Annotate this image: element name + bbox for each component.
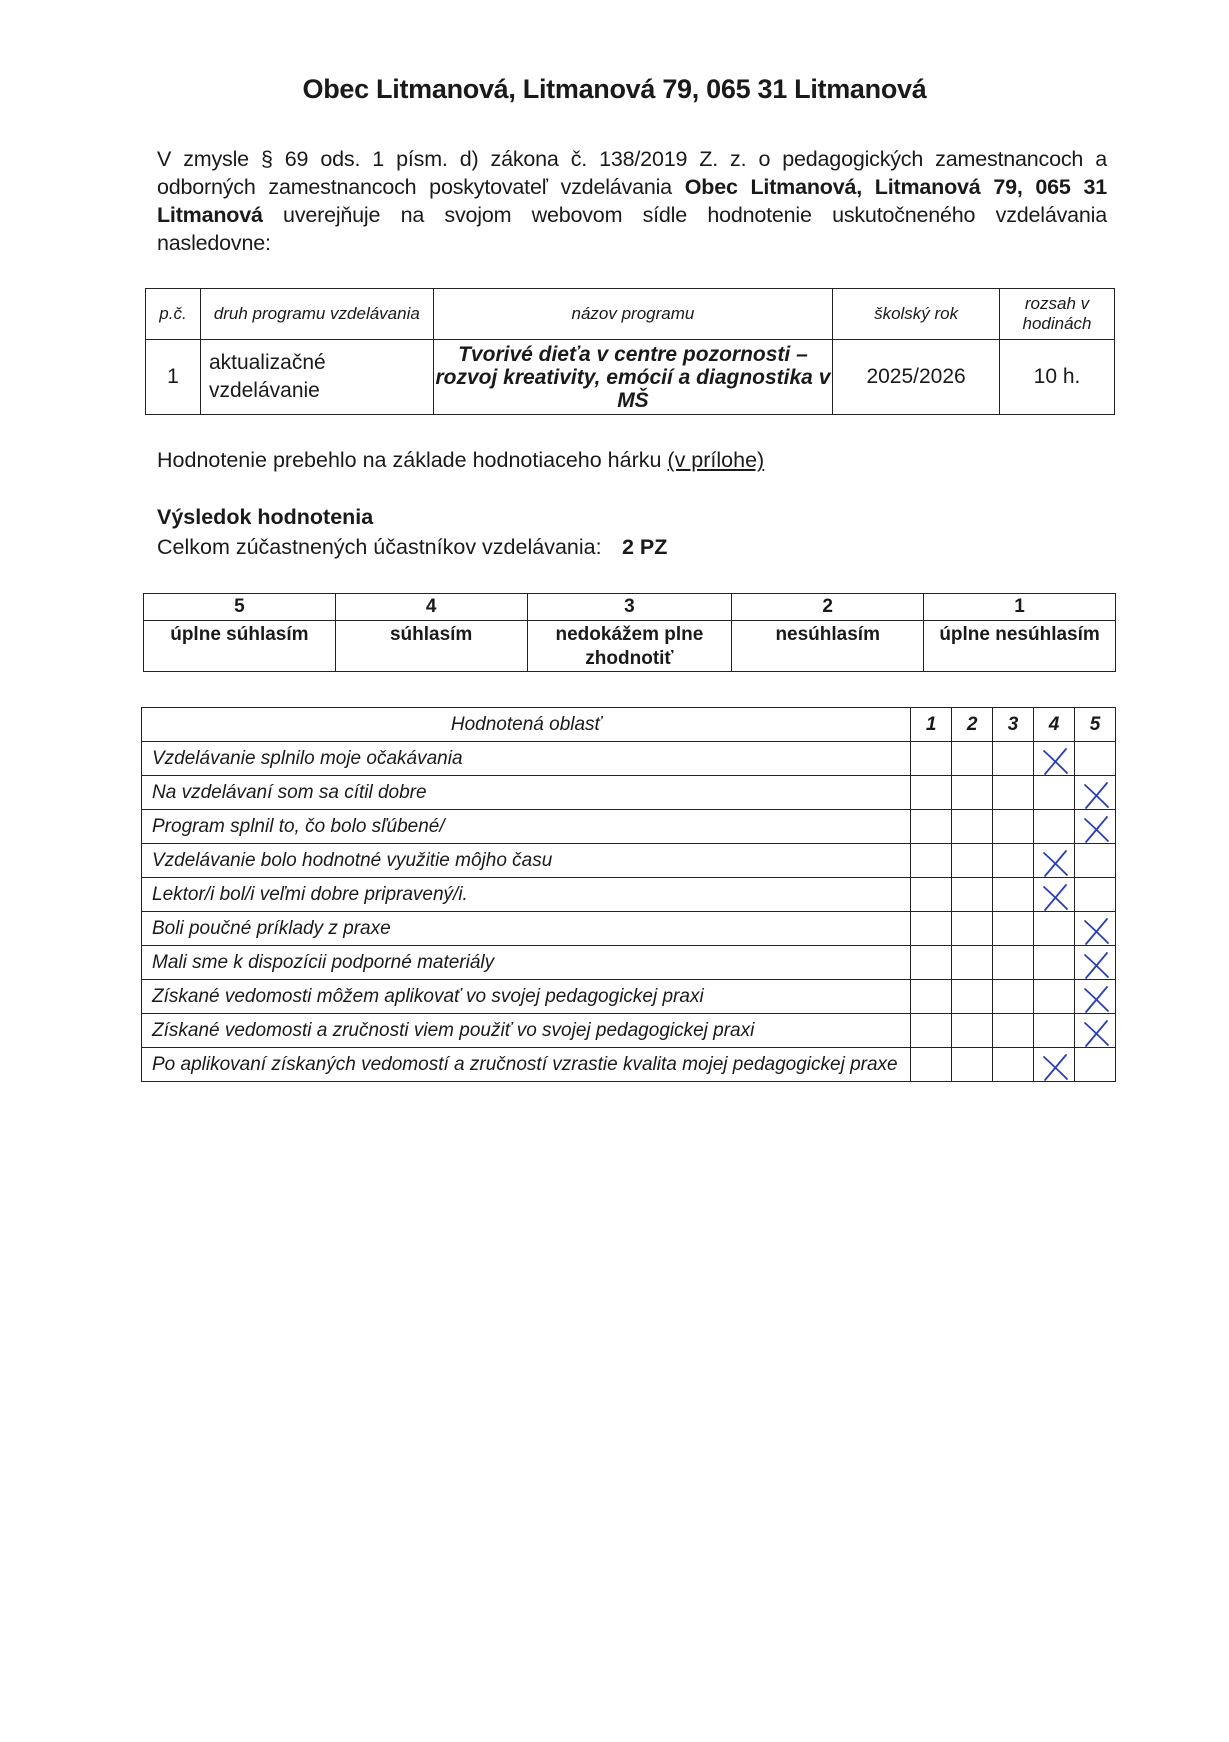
evaluation-note-text: Hodnotenie prebehlo na základe hodnotiaceho hárku — [157, 448, 668, 472]
rating-cell[interactable] — [952, 844, 993, 878]
evaluation-area-text: Na vzdelávaní som sa cítil dobre — [142, 776, 911, 810]
cross-mark-icon — [1081, 984, 1111, 1014]
scale-label: súhlasím — [335, 621, 527, 672]
evaluation-column-header: 5 — [1074, 708, 1115, 742]
participants-value: 2 PZ — [622, 535, 668, 559]
rating-cell[interactable] — [1034, 912, 1075, 946]
scale-labels-row — [144, 621, 1116, 672]
rating-cell[interactable] — [1034, 980, 1075, 1014]
header-rozsah: rozsah v hodinách — [1000, 289, 1115, 340]
rating-cell[interactable] — [952, 776, 993, 810]
rating-cell[interactable] — [993, 980, 1034, 1014]
scale-label: úplne súhlasím — [144, 621, 336, 672]
rating-cell[interactable] — [952, 980, 993, 1014]
scale-value: 2 — [732, 594, 924, 621]
rating-cell[interactable] — [911, 878, 952, 912]
rating-cell[interactable] — [993, 878, 1034, 912]
cell-rok: 2025/2026 — [833, 340, 1000, 415]
rating-cell[interactable] — [1034, 878, 1075, 912]
evaluation-column-header: 4 — [1034, 708, 1075, 742]
evaluation-column-header: 1 — [911, 708, 952, 742]
cross-mark-icon — [1081, 814, 1111, 844]
rating-cell[interactable] — [911, 742, 952, 776]
program-table-header — [146, 289, 1115, 340]
rating-cell[interactable] — [1074, 776, 1115, 810]
rating-cell[interactable] — [952, 1048, 993, 1082]
evaluation-row — [142, 844, 1116, 878]
scale-value: 5 — [144, 594, 336, 621]
cross-mark-icon — [1040, 882, 1070, 912]
header-rok: školský rok — [833, 289, 1000, 340]
rating-cell[interactable] — [1074, 844, 1115, 878]
scale-values-row — [144, 594, 1116, 621]
cross-mark-icon — [1040, 848, 1070, 878]
evaluation-row — [142, 776, 1116, 810]
evaluation-area-text: Program splnil to, čo bolo sľúbené/ — [142, 810, 911, 844]
rating-cell[interactable] — [993, 1048, 1034, 1082]
rating-cell[interactable] — [993, 844, 1034, 878]
rating-cell[interactable] — [952, 912, 993, 946]
rating-cell[interactable] — [1034, 844, 1075, 878]
rating-cell[interactable] — [1074, 878, 1115, 912]
evaluation-row — [142, 980, 1116, 1014]
rating-cell[interactable] — [911, 980, 952, 1014]
evaluation-row — [142, 1014, 1116, 1048]
evaluation-header-area: Hodnotená oblasť — [142, 708, 911, 742]
scale-label: úplne nesúhlasím — [924, 621, 1116, 672]
evaluation-area-text: Boli poučné príklady z praxe — [142, 912, 911, 946]
page-title: Obec Litmanová, Litmanová 79, 065 31 Litmanová — [302, 74, 927, 104]
rating-cell[interactable] — [1074, 1014, 1115, 1048]
cross-mark-icon — [1081, 916, 1111, 946]
scale-value: 3 — [527, 594, 732, 621]
rating-cell[interactable] — [911, 776, 952, 810]
evaluation-column-header: 3 — [993, 708, 1034, 742]
rating-cell[interactable] — [911, 1014, 952, 1048]
intro-organization: Obec Litmanová, Litmanová 79, 065 31 Litmanová — [157, 175, 1107, 227]
participants-line — [157, 535, 668, 560]
rating-cell[interactable] — [911, 1048, 952, 1082]
evaluation-row — [142, 912, 1116, 946]
rating-cell[interactable] — [1074, 742, 1115, 776]
program-table — [145, 288, 1115, 415]
evaluation-area-text: Získané vedomosti a zručnosti viem použiť vo svojej pedagogickej praxi — [142, 1014, 911, 1048]
header-druh: druh programu vzdelávania — [200, 289, 433, 340]
header-pc: p.č. — [146, 289, 201, 340]
cross-mark-icon — [1040, 746, 1070, 776]
evaluation-area-text: Vzdelávanie splnilo moje očakávania — [142, 742, 911, 776]
rating-cell[interactable] — [1074, 912, 1115, 946]
header-nazov: názov programu — [433, 289, 832, 340]
rating-cell[interactable] — [911, 844, 952, 878]
cell-nazov: Tvorivé dieťa v centre pozornosti – rozvoj kreativity, emócií a diagnostika v MŠ — [433, 340, 832, 415]
evaluation-area-text: Vzdelávanie bolo hodnotné využitie môjho času — [142, 844, 911, 878]
rating-cell[interactable] — [911, 810, 952, 844]
evaluation-area-text: Lektor/i bol/i veľmi dobre pripravený/i. — [142, 878, 911, 912]
rating-cell[interactable] — [911, 912, 952, 946]
rating-cell[interactable] — [1034, 1014, 1075, 1048]
scale-value: 4 — [335, 594, 527, 621]
evaluation-note — [157, 448, 764, 473]
rating-cell[interactable] — [952, 742, 993, 776]
evaluation-column-header: 2 — [952, 708, 993, 742]
evaluation-header-row — [142, 708, 1116, 742]
cross-mark-icon — [1081, 1018, 1111, 1048]
program-table-row — [146, 340, 1115, 415]
rating-cell[interactable] — [1034, 1048, 1075, 1082]
rating-cell[interactable] — [911, 946, 952, 980]
rating-cell[interactable] — [1074, 946, 1115, 980]
rating-scale-table — [143, 593, 1116, 672]
evaluation-row — [142, 810, 1116, 844]
evaluation-table — [141, 707, 1116, 1082]
rating-cell[interactable] — [993, 742, 1034, 776]
evaluation-row — [142, 742, 1116, 776]
evaluation-row — [142, 946, 1116, 980]
rating-cell[interactable] — [952, 878, 993, 912]
cell-pc: 1 — [146, 340, 201, 415]
participants-label: Celkom zúčastnených účastníkov vzdelávania: — [157, 535, 602, 559]
attachment-link[interactable]: (v prílohe) — [667, 448, 765, 472]
intro-paragraph — [157, 145, 1107, 257]
cell-druh: aktualizačné vzdelávanie — [200, 340, 433, 415]
rating-cell[interactable] — [1034, 810, 1075, 844]
cross-mark-icon — [1040, 1052, 1070, 1082]
rating-cell[interactable] — [1034, 742, 1075, 776]
scale-label: nedokážem plne zhodnotiť — [527, 621, 732, 672]
rating-cell[interactable] — [1034, 946, 1075, 980]
rating-cell[interactable] — [952, 946, 993, 980]
rating-cell[interactable] — [1034, 776, 1075, 810]
rating-cell[interactable] — [1074, 1048, 1115, 1082]
cross-mark-icon — [1081, 780, 1111, 810]
rating-cell[interactable] — [993, 776, 1034, 810]
evaluation-area-text: Po aplikovaní získaných vedomostí a zručností vzrastie kvalita mojej pedagogickej praxe — [142, 1048, 911, 1082]
rating-cell[interactable] — [1074, 980, 1115, 1014]
evaluation-row — [142, 878, 1116, 912]
result-heading: Výsledok hodnotenia — [157, 505, 374, 529]
rating-cell[interactable] — [993, 1014, 1034, 1048]
intro-text-part1: V zmysle § 69 ods. 1 písm. d) zákona č. 138/2019 Z. z. o pedagogických zamestnancoch a odborných zamestnancoch poskytovateľ vzdelávania — [157, 147, 1107, 199]
rating-cell[interactable] — [952, 810, 993, 844]
scale-label: nesúhlasím — [732, 621, 924, 672]
rating-cell[interactable] — [993, 810, 1034, 844]
cross-mark-icon — [1081, 950, 1111, 980]
evaluation-area-text: Získané vedomosti môžem aplikovať vo svojej pedagogickej praxi — [142, 980, 911, 1014]
cell-rozsah: 10 h. — [1000, 340, 1115, 415]
evaluation-area-text: Mali sme k dispozícii podporné materiály — [142, 946, 911, 980]
intro-text-part2: uverejňuje na svojom webovom sídle hodnotenie uskutočneného vzdelávania nasledovne: — [157, 203, 1107, 255]
evaluation-row — [142, 1048, 1116, 1082]
rating-cell[interactable] — [993, 946, 1034, 980]
scale-value: 1 — [924, 594, 1116, 621]
rating-cell[interactable] — [1074, 810, 1115, 844]
rating-cell[interactable] — [952, 1014, 993, 1048]
rating-cell[interactable] — [993, 912, 1034, 946]
